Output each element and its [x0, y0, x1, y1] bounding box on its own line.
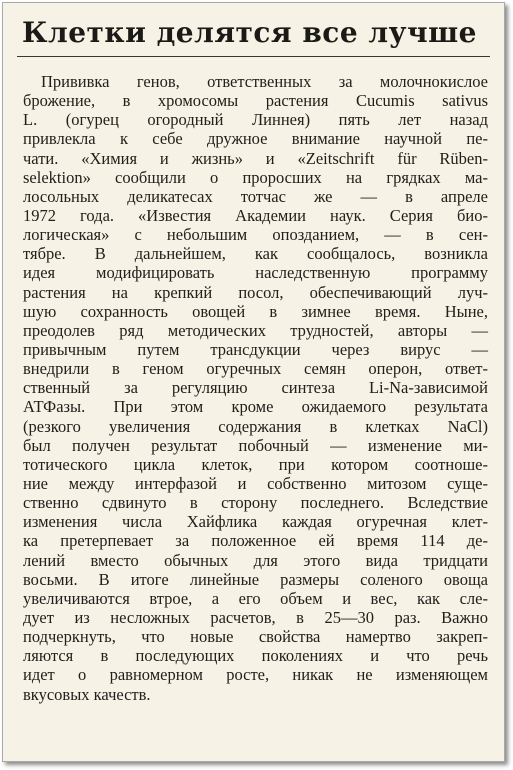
article-line: (резкого увеличения содержания в клетках NaCl) — [23, 416, 488, 436]
article-line: лосольных деликатесах тотчас же — в апреле — [23, 186, 488, 206]
article-line: 1972 года. «Известия Академии наук. Серия био- — [23, 205, 488, 225]
article-line: ственный за регуляцию синтеза Li-Na-зависимой — [23, 378, 488, 398]
article-line: преодолев ряд методических трудностей, авторы — — [23, 320, 488, 340]
article-line: Прививка генов, ответственных за молочнокислое — [41, 72, 488, 91]
article-line: привлекла к себе дружное внимание научной пе- — [23, 129, 488, 149]
article-line: чати. «Химия и жизнь» и «Zeitschrift für Rüben- — [23, 148, 488, 168]
article-line: восьми. В итоге линейные размеры соленого овоща — [23, 569, 488, 589]
article-line: дует из несложных расчетов, в 25—30 раз. Важно — [23, 607, 488, 627]
article-line: ние между интерфазой и собственно митозом суще- — [23, 473, 488, 493]
article-line: увеличиваются втрое, а его объем и вес, как сле- — [23, 588, 488, 608]
article-line: изменения числа Хайфлика каждая огуречная клет- — [23, 512, 488, 532]
article-line: идет о равномерном росте, никак не изменяющем — [23, 665, 488, 685]
article-line: идея модифицировать наследственную программу — [23, 263, 488, 283]
article-line: брожение, в хромосомы растения Cucumis sativus — [23, 91, 488, 111]
article-line: логическая» с небольшим опозданием, — в сен- — [23, 225, 488, 245]
article-line: подчеркнуть, что новые свойства намертво закреп- — [23, 627, 488, 647]
article-line: внедрили в геном огуречных семян оперон, ответ- — [23, 359, 488, 379]
article-line: лений вместо обычных для этого вида тридцати — [23, 550, 488, 570]
article-line: L. (огурец огородный Линнея) пять лет назад — [23, 110, 488, 130]
title-divider — [17, 56, 490, 57]
article-line: вкусовых качеств. — [23, 684, 151, 704]
article-title: Клетки делятся все лучше — [22, 16, 477, 49]
article-line: ляются в последующих поколениях и что речь — [23, 646, 488, 666]
article-line: растения на крепкий посол, обеспечивающий луч- — [23, 282, 488, 302]
article-line: привычным путем трансдукции через вирус — — [23, 339, 488, 359]
article-line: тотического цикла клеток, при котором соотноше- — [23, 454, 488, 474]
article-page — [2, 2, 505, 762]
article-body — [23, 72, 488, 704]
article-line: ка претерпевает за положенное ей время 114 де- — [23, 531, 488, 551]
article-line: selektion» сообщили о проросших на грядках ма- — [23, 167, 488, 187]
article-line: тябре. В дальнейшем, как сообщалось, возникла — [23, 244, 488, 264]
article-line: был получен результат побочный — изменение ми- — [23, 435, 488, 455]
article-line: ственно сдвинуто в сторону последнего. Вследствие — [23, 493, 488, 513]
article-line: шую сохранность овощей в зимнее время. Ныне, — [23, 301, 488, 321]
article-line: АТФазы. При этом кроме ожидаемого результата — [23, 397, 488, 417]
